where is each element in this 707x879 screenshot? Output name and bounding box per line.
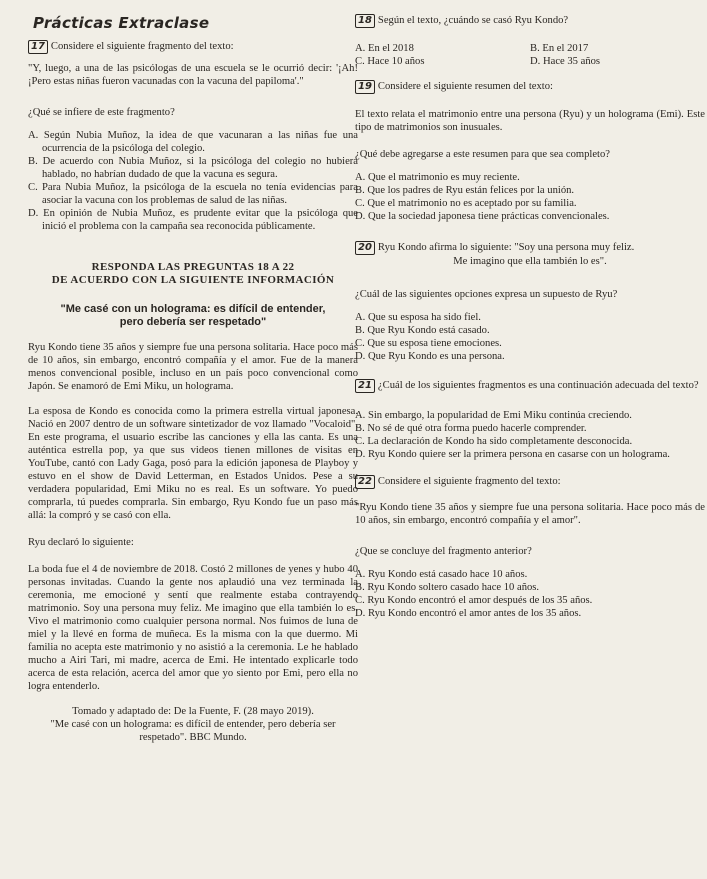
- question-22-quote: "Ryu Kondo tiene 35 años y siempre fue una persona solitaria. Hace poco más de 10 años, sin embargo, encontró compañía y el amor".: [355, 502, 705, 526]
- question-17: [28, 40, 358, 233]
- article-paragraph-1: Ryu Kondo tiene 35 años y siempre fue una persona solitaria. Hace poco más de 10 años, sin embargo, encontró compañía y el amor. Fue de la manera menos convencional posible, incluso en un país poco convencional como Japón. Se enamoró de Emi Miku, un holograma.: [28, 342, 358, 392]
- question-17-option-b[interactable]: B. De acuerdo con Nubia Muñoz, si la psicóloga del colegio no hubiera hablado, no habrían dudado de que la vacuna es segura.: [28, 156, 358, 180]
- question-20-option-c[interactable]: C. Que su esposa tiene emociones.: [355, 338, 502, 349]
- question-22: [355, 475, 705, 620]
- question-21-option-b[interactable]: B. No sé de qué otra forma puedo hacerle comprender.: [355, 423, 587, 434]
- question-19-option-c[interactable]: C. Que el matrimonio no es aceptado por su familia.: [355, 198, 577, 209]
- question-20: [355, 241, 705, 363]
- question-18-option-b[interactable]: B. En el 2017: [530, 43, 589, 54]
- article-paragraph-4: La boda fue el 4 de noviembre de 2018. Costó 2 millones de yenes y hubo 40 personas invitadas. Cuando la gente nos aplaudió una vez terminada la ceremonia, me emocioné y sentí que realmente estaba contrayendo matrimonio. Soy una persona muy feliz. Me imagino que ella también lo es. Vivo el matrimonio como cualquier persona normal. Nos fuimos de luna de miel y la llevé en forma de muñeca. Es la misma con la que duermo. Mi familia no acepta este matrimonio y no asistió a la ceremonia. Le he hablado mucho a Airi Tari, mi madre, acerca de Emi. He intentado explicarle todo acerca de esta relación, acerca del amor que yo siento por Emi, pero ella no logra entenderlo.: [28, 564, 358, 692]
- right-column: [355, 14, 705, 620]
- article-title-line-2: pero debería ser respetado": [119, 316, 267, 328]
- page-title: Prácticas Extraclase: [33, 14, 210, 32]
- left-column: [28, 14, 358, 744]
- question-22-option-a[interactable]: A. Ryu Kondo está casado hace 10 años.: [355, 569, 528, 580]
- question-21-question: ¿Cuál de los siguientes fragmentos es una continuación adecuada del texto?: [377, 380, 699, 391]
- article-source: Tomado y adaptado de: De la Fuente, F. (28 mayo 2019). "Me casé con un holograma: es difícil de entender, pero debería ser respetado". BBC Mundo.: [50, 706, 336, 743]
- question-18-option-d[interactable]: D. Hace 35 años: [530, 56, 601, 67]
- question-20-question: ¿Cuál de las siguientes opciones expresa un supuesto de Ryu?: [355, 289, 618, 300]
- question-17-number: 17: [28, 40, 48, 54]
- question-19-option-b[interactable]: B. Que los padres de Ryu están felices por la unión.: [355, 185, 575, 196]
- question-19-prompt: Considere el siguiente resumen del texto:: [377, 81, 553, 92]
- question-19-quote: El texto relata el matrimonio entre una persona (Ryu) y un holograma (Emi). Este tipo de matrimonios son inusuales.: [355, 109, 705, 133]
- question-22-question: ¿Que se concluye del fragmento anterior?: [355, 546, 532, 557]
- question-20-option-a[interactable]: A. Que su esposa ha sido fiel.: [355, 312, 481, 323]
- question-18-option-c[interactable]: C. Hace 10 años: [355, 56, 425, 67]
- question-17-prompt: Considere el siguiente fragmento del texto:: [50, 41, 234, 52]
- question-21-option-a[interactable]: A. Sin embargo, la popularidad de Emi Miku continúa creciendo.: [355, 410, 632, 421]
- article: [28, 303, 358, 744]
- question-19-number: 19: [355, 80, 375, 94]
- question-22-option-d[interactable]: D. Ryu Kondo encontró el amor antes de los 35 años.: [355, 608, 582, 619]
- question-19-option-a[interactable]: A. Que el matrimonio es muy reciente.: [355, 172, 520, 183]
- question-19-question: ¿Qué debe agregarse a este resumen para que sea completo?: [355, 149, 611, 160]
- article-paragraph-3: Ryu declaró lo siguiente:: [28, 537, 134, 548]
- question-18-option-a[interactable]: A. En el 2018: [355, 43, 414, 54]
- question-18: [355, 14, 705, 68]
- question-18-number: 18: [355, 14, 375, 28]
- question-17-option-c[interactable]: C. Para Nubia Muñoz, la psicóloga de la escuela no tenía evidencias para asociar la vacuna con los problemas de salud de las niñas.: [28, 182, 358, 206]
- question-20-option-d[interactable]: D. Que Ryu Kondo es una persona.: [355, 351, 505, 362]
- question-20-prompt: Ryu Kondo afirma lo siguiente: "Soy una persona muy feliz.: [377, 242, 635, 253]
- question-17-option-a[interactable]: A. Según Nubia Muñoz, la idea de que vacunaran a las niñas fue una ocurrencia de la psicóloga del colegio.: [28, 130, 358, 154]
- question-20-option-b[interactable]: B. Que Ryu Kondo está casado.: [355, 325, 490, 336]
- question-22-prompt: Considere el siguiente fragmento del texto:: [377, 476, 561, 487]
- question-22-option-c[interactable]: C. Ryu Kondo encontró el amor después de los 35 años.: [355, 595, 593, 606]
- article-title-line-1: "Me casé con un holograma: es difícil de entender,: [60, 303, 326, 315]
- question-22-number: 22: [355, 475, 375, 489]
- question-19: [355, 80, 705, 223]
- question-21-option-d[interactable]: D. Ryu Kondo quiere ser la primera persona en casarse con un holograma.: [355, 449, 670, 460]
- question-18-question: Según el texto, ¿cuándo se casó Ryu Kondo?: [377, 15, 569, 26]
- section-header-line-1: RESPONDA LAS PREGUNTAS 18 A 22: [91, 261, 295, 273]
- question-22-option-b[interactable]: B. Ryu Kondo soltero casado hace 10 años.: [355, 582, 540, 593]
- question-17-question: ¿Qué se infiere de este fragmento?: [28, 107, 175, 118]
- section-header: [28, 261, 358, 287]
- question-21-number: 21: [355, 379, 375, 393]
- question-21-option-c[interactable]: C. La declaración de Kondo ha sido completamente desconocida.: [355, 436, 633, 447]
- question-17-option-d[interactable]: D. En opinión de Nubia Muñoz, es prudente evitar que la psicóloga que inició el problema con la campaña sea reconocida públicamente.: [28, 208, 358, 232]
- question-21: [355, 379, 705, 461]
- question-20-number: 20: [355, 241, 375, 255]
- question-17-quote: "Y, luego, a una de las psicólogas de una escuela se le ocurrió decir: '¡Ah! ¡Pero estas niñas fueron vacunadas con la vacuna del papiloma'.": [28, 63, 358, 87]
- question-20-prompt-line-2: Me imagino que ella también lo es".: [453, 256, 607, 267]
- article-paragraph-2: La esposa de Kondo es conocida como la primera estrella virtual japonesa. Nació en 2007 dentro de un software sintetizador de voz llamado "Vocaloid". En este programa, el usuario escribe las canciones y ella las canta. Es una auténtica estrella pop, ya que sus videos tienen millones de visitas en YouTube, cantó con Lady Gaga, posó para la edición japonesa de Playboy y estuvo en el show de David Letterman, en Estados Unidos. Pese a su verdadera popularidad, Emi Miku no es real. Es un software. Yo puedo comprarla, tú puedes comprarla. Sin embargo, Ryu Kondo fue un paso más allá: la compró y se casó con ella.: [28, 406, 358, 521]
- section-header-line-2: DE ACUERDO CON LA SIGUIENTE INFORMACIÓN: [51, 274, 335, 286]
- question-19-option-d[interactable]: D. Que la sociedad japonesa tiene prácticas convencionales.: [355, 211, 610, 222]
